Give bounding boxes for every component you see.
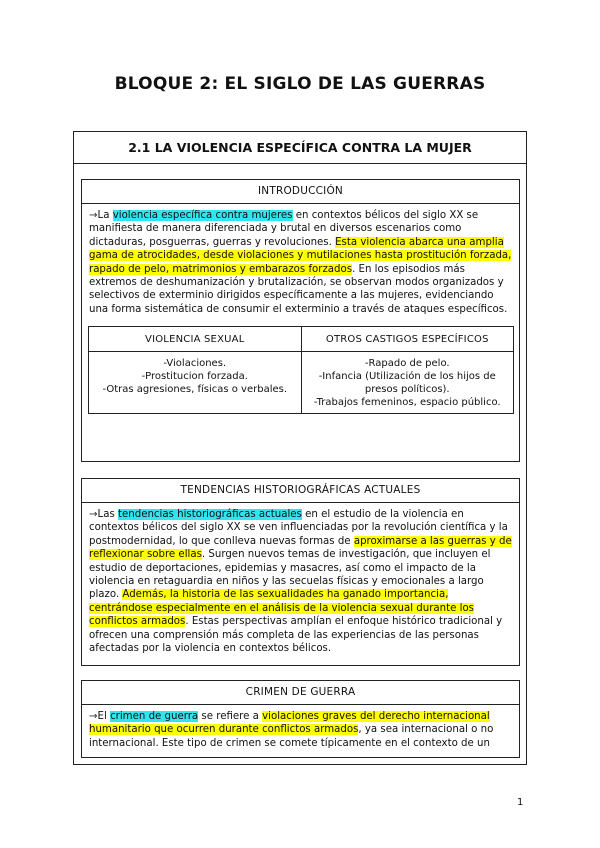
tendencias-box: [81, 478, 520, 666]
list-item: -Violaciones.: [163, 358, 227, 370]
tendencias-text-2: en el estudio de la violencia en contextos bélicos del siglo XX se ven influenciadas por la revolución científica y la postmodernidad, lo que conlleva nuevas formas de: [89, 509, 508, 547]
tendencias-highlight-2: aproximarse a las guerras y de reflexionar sobre ellas: [89, 535, 512, 561]
list-item: -Infancia (Utilización de los hijos de presos políticos).: [318, 371, 496, 396]
otros-castigos-cell: [301, 352, 514, 414]
list-item: -Trabajos femeninos, espacio público.: [313, 397, 501, 409]
crimen-highlight-1: crimen de guerra: [110, 711, 199, 722]
violence-table: [88, 326, 514, 414]
intro-highlight-2: Esta violencia abarca una amplia gama de atrocidades, desde violaciones y mutilaciones hasta prostitución forzada, rapado de pelo, matrimonios y embarazos forzados: [89, 236, 512, 275]
list-item: -Otras agresiones, físicas o verbales.: [102, 384, 288, 396]
intro-text-3: . En los episodios más extremos de deshumanización y brutalización, se observan modos organizados y selectivos de exterminio dirigidos específicamente a las mujeres, evidenciando una forma sistemática de consumir el exterminio a través de ataques específicos.: [89, 263, 508, 315]
col-header-otros-castigos: OTROS CASTIGOS ESPECÍFICOS: [301, 327, 514, 352]
crimen-text-2: se refiere a: [198, 711, 263, 722]
intro-box: [81, 179, 520, 462]
intro-heading: INTRODUCCIÓN: [82, 180, 519, 204]
crimen-text-1: El: [97, 711, 111, 722]
crimen-highlight-2: violaciones graves del derecho internacional humanitario que ocurren durante conflictos armados: [89, 711, 490, 736]
intro-highlight-1: violencia específica contra mujeres: [112, 210, 293, 221]
tendencias-paragraph: [82, 503, 519, 659]
intro-text-2: en contextos bélicos del siglo XX se manifiesta de manera diferenciada y brutal en diversos escenarios como dictaduras, posguerras, guerras y revoluciones.: [89, 210, 479, 248]
page-number: 1: [517, 797, 524, 808]
section-heading: 2.1 LA VIOLENCIA ESPECÍFICA CONTRA LA MUJER: [74, 132, 526, 164]
arrow-right-icon: →: [89, 711, 98, 722]
intro-paragraph: [82, 204, 519, 320]
tendencias-highlight-1: tendencias historiográficas actuales: [118, 509, 302, 520]
crimen-text-3: , ya sea internacional o no internacional. Este tipo de crimen se comete típicamente en el contexto de un: [89, 724, 494, 749]
arrow-right-icon: →: [89, 509, 98, 520]
list-item: -Prostitucion forzada.: [141, 371, 248, 383]
page-title: BLOQUE 2: EL SIGLO DE LAS GUERRAS: [114, 74, 486, 94]
tendencias-text-4: . Estas perspectivas amplían el enfoque histórico tradicional y ofrecen una comprensión más completa de las experiencias de las personas afectadas por la violencia en contextos bélicos.: [89, 616, 503, 655]
violencia-sexual-cell: [89, 352, 302, 414]
tendencias-text-3: . Surgen nuevos temas de investigación, que incluyen el estudio de deportaciones, epidemias y masacres, así como el impacto de la violencia en retaguardia en niños y las secuelas físicas y emocionales a largo plazo.: [89, 549, 491, 601]
col-header-violencia-sexual: VIOLENCIA SEXUAL: [89, 327, 302, 352]
arrow-right-icon: →: [89, 210, 98, 221]
tendencias-highlight-3: Además, la historia de las sexualidades ha ganado importancia, centrándose especialmente en el análisis de la violencia sexual durante los conflictos armados: [89, 589, 474, 628]
crimen-heading: CRIMEN DE GUERRA: [82, 681, 519, 705]
intro-text-1: La: [97, 210, 113, 221]
crimen-paragraph: [82, 705, 519, 754]
list-item: -Rapado de pelo.: [364, 358, 450, 370]
tendencias-heading: TENDENCIAS HISTORIOGRÁFICAS ACTUALES: [82, 479, 519, 503]
crimen-box: [81, 680, 520, 758]
section-frame: [73, 131, 527, 765]
tendencias-text-1: Las: [97, 509, 119, 520]
